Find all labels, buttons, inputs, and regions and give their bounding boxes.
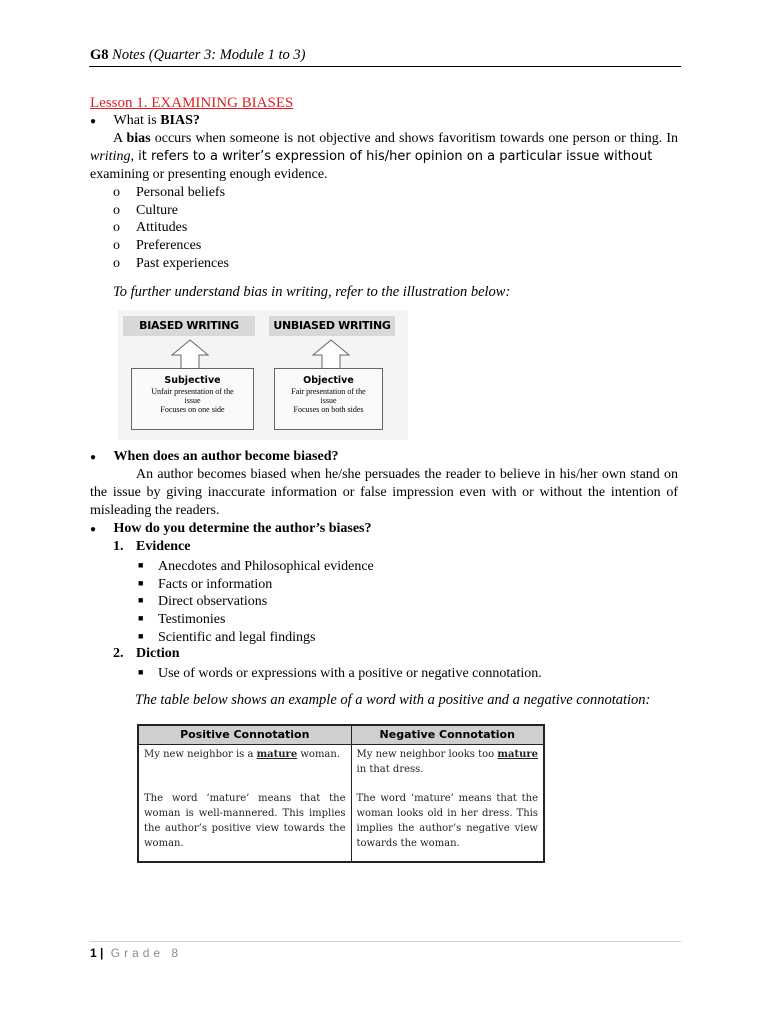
list-item: ■ Scientific and legal findings [138,627,315,647]
def-text-a: A [113,131,127,146]
lesson-title: Lesson 1. EXAMINING BIASES [90,95,294,111]
def-text-b: occurs when someone is not objective and shows favoritism towards one person or thing. In [150,131,678,146]
page-number: 1 [90,946,97,960]
square-bullet-icon: ■ [138,613,144,623]
subjective-box: Subjective Unfair presentation of the issue Focuses on one side [131,368,254,430]
author-biased-question [90,448,338,467]
table-intro: The table below shows an example of a word with a positive and a negative connotation: [135,692,651,708]
author-biased-question-text: When does an author become biased? [113,449,339,464]
list-item: ■ Use of words or expressions with a positive or negative connotation. [138,663,542,683]
up-arrow-icon [311,338,351,370]
determine-bias-question-text: How do you determine the author’s biases? [113,521,372,536]
square-bullet-icon: ■ [138,595,144,605]
determine-bias-question [90,520,372,539]
bullet-icon: ● [90,524,97,535]
negative-example-cell: My new neighbor looks too mature in that dress. [351,745,544,790]
def-keyword-bias: bias [126,131,151,146]
column-header: Negative Connotation [351,725,544,745]
list-item: o Culture [113,203,178,218]
bias-question-prefix: What is [113,113,161,128]
def-keyword-writing: writing, [90,149,134,164]
diction-heading: 2. Diction [113,646,180,661]
footer-label: Grade 8 [110,946,183,960]
header-subtitle: Notes (Quarter 3: Module 1 to 3) [112,47,306,63]
list-item: o Past experiences [113,256,229,271]
header-divider [89,66,681,67]
square-bullet-icon: ■ [138,578,144,588]
objective-box: Objective Fair presentation of the issue Focuses on both sides [274,368,383,430]
unbiased-writing-heading: UNBIASED WRITING [269,316,395,336]
author-biased-paragraph: An author becomes biased when he/she persuades the reader to believe in his/her own stand on the issue by giving inaccurate information or false impression even with or without the intention of misleading the readers. [90,467,678,518]
list-item: o Attitudes [113,220,188,235]
up-arrow-icon [170,338,210,370]
negative-explanation-cell: The word ‘mature’ means that the woman looks old in her dress. This implies the author’s negative view towards the woman. [351,789,544,862]
positive-example-cell: My new neighbor is a mature woman. [138,745,351,790]
list-item: o Personal beliefs [113,185,226,200]
bullet-icon: ● [90,452,97,463]
illustration-intro: To further understand bias in writing, refer to the illustration below: [113,284,511,300]
square-bullet-icon: ■ [138,667,144,677]
bias-question [90,112,200,131]
square-bullet-icon: ■ [138,631,144,641]
evidence-label: Evidence [136,539,191,554]
list-item: ■ Testimonies [138,609,225,629]
biased-writing-heading: BIASED WRITING [123,316,255,336]
table-header-row [138,725,544,745]
objective-title: Objective [303,375,354,386]
table-row [138,745,544,790]
positive-explanation-cell: The word ‘mature’ means that the woman is well-mannered. This implies the author’s positive view towards the woman. [138,789,351,862]
bias-question-bold: BIAS? [160,113,200,128]
table-row [138,789,544,862]
bullet-icon: ● [90,116,97,127]
subjective-title: Subjective [164,375,221,386]
footer-divider [89,941,681,942]
list-item: ■ Facts or information [138,574,272,594]
header-course: G8 [90,47,109,63]
evidence-heading: 1. Evidence [113,539,191,554]
connotation-table [137,724,545,863]
page-footer: 1 | Grade 8 [90,946,183,960]
page-header [90,46,305,64]
def-text-d: examining or presenting enough evidence. [90,167,328,182]
list-item: ■ Anecdotes and Philosophical evidence [138,556,374,576]
column-header: Positive Connotation [138,725,351,745]
list-item: ■ Direct observations [138,591,267,611]
list-item: o Preferences [113,238,202,253]
bias-illustration [118,310,408,440]
diction-label: Diction [136,646,180,661]
def-text-c: it refers to a writer’s expression of his/her opinion on a particular issue without [133,149,653,164]
bias-definition [90,130,678,166]
square-bullet-icon: ■ [138,560,144,570]
